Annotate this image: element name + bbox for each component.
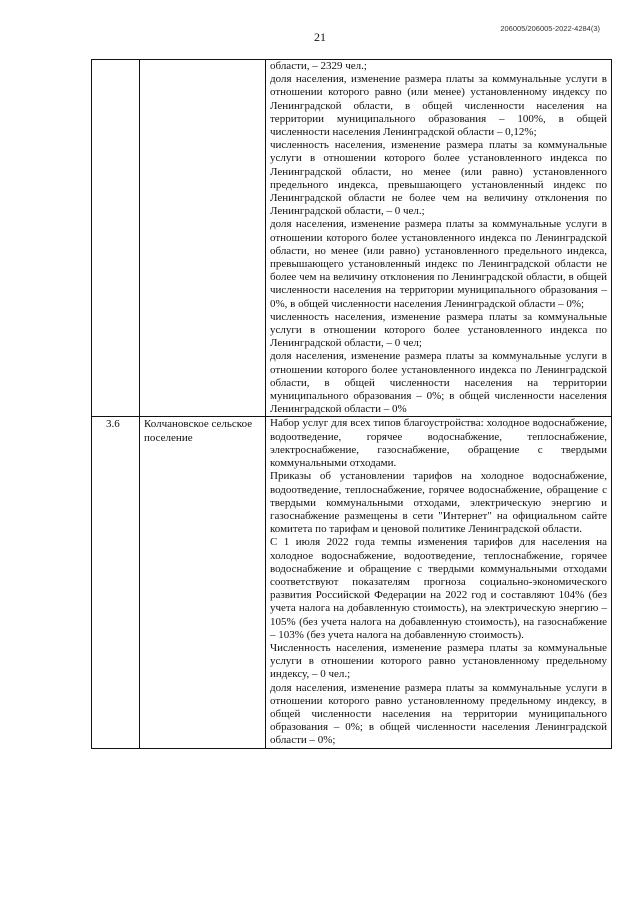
- municipality-name: [140, 60, 266, 417]
- row-number: 3.6: [92, 417, 140, 748]
- row-number: [92, 60, 140, 417]
- municipality-name: Колчановское сельское поселение: [140, 417, 266, 748]
- content-paragraph: доля населения, изменение размера платы за коммунальные услуги в отношении которого более установленного индекса по Ленинградской области, в общей численности населения на территории муниципального образования – 0%; в общей численности населения Ленинградской области – 0%: [270, 350, 607, 416]
- content-paragraph: доля населения, изменение размера платы за коммунальные услуги в отношении которого равно (или менее) установленному индексу по Ленинградской области, в общей численности населения на территории муниципального образования – 100%, в общей численности населения Ленинградской области – 0,12%;: [270, 73, 607, 139]
- content-paragraph: численность населения, изменение размера платы за коммунальные услуги в отношении которого более установленного индекса по Ленинградской области, – 0 чел;: [270, 310, 607, 350]
- content-paragraph: Набор услуг для всех типов благоустройства: холодное водоснабжение, водоотведение, горячее водоснабжение, теплоснабжение, электроснабжение, газоснабжение, обращение с твердыми коммунальными отходами.: [270, 417, 607, 470]
- row-content: [266, 417, 612, 748]
- content-paragraph: С 1 июля 2022 года темпы изменения тарифов для населения на холодное водоснабжение, водоотведение, теплоснабжение, горячее водоснабжение и обращение с твердыми коммунальными отходами соответствуют показателям прогноза социально-экономического развития Российской Федерации на 2022 год и составляют 104% (без учета налога на добавленную стоимость), на электрическую энергию – 105% (без учета налога на добавленную стоимость), на газоснабжение – 103% (без учета налога на добавленную стоимость).: [270, 536, 607, 641]
- document-id: 206005/206005-2022-4284(3): [500, 24, 600, 33]
- content-paragraph: доля населения, изменение размера платы за коммунальные услуги в отношении которого более установленного индекса по Ленинградской области, но менее (или равно) установленного предельного индекса, превышающего установленный индекс по Ленинградской области не более чем на величину отклонения по Ленинградской области, в общей численности населения на территории муниципального образования – 0%, в общей численности населения Ленинградской области – 0%;: [270, 218, 607, 310]
- content-paragraph: доля населения, изменение размера платы за коммунальные услуги в отношении которого равно установленному предельному индексу, в общей численности населения на территории муниципального образования – 0%; в общей численности населения Ленинградской области – 0%;: [270, 681, 607, 747]
- table-row: [92, 417, 612, 748]
- content-paragraph: Численность населения, изменение размера платы за коммунальные услуги в отношении которого равно установленному предельному индексу, – 0 чел.;: [270, 641, 607, 681]
- content-paragraph: Приказы об установлении тарифов на холодное водоснабжение, водоотведение, теплоснабжение, горячее водоснабжение, обращение с твердыми коммунальными отходами, электрическую энергию и газоснабжение размещены в сети "Интернет" на официальном сайте комитета по тарифам и ценовой политике Ленинградской области.: [270, 470, 607, 536]
- content-paragraph: области, – 2329 чел.;: [270, 60, 367, 72]
- data-table: [91, 59, 612, 749]
- table-row: [92, 60, 612, 417]
- content-paragraph: численность населения, изменение размера платы за коммунальные услуги в отношении которого более установленного индекса по Ленинградской области, но менее (или равно) установленного предельного индекса, превышающего установленный индекс по Ленинградской области не более чем на величину отклонения по Ленинградской области, – 0 чел.;: [270, 139, 607, 218]
- row-content: [266, 60, 612, 417]
- page-number: 21: [314, 30, 326, 44]
